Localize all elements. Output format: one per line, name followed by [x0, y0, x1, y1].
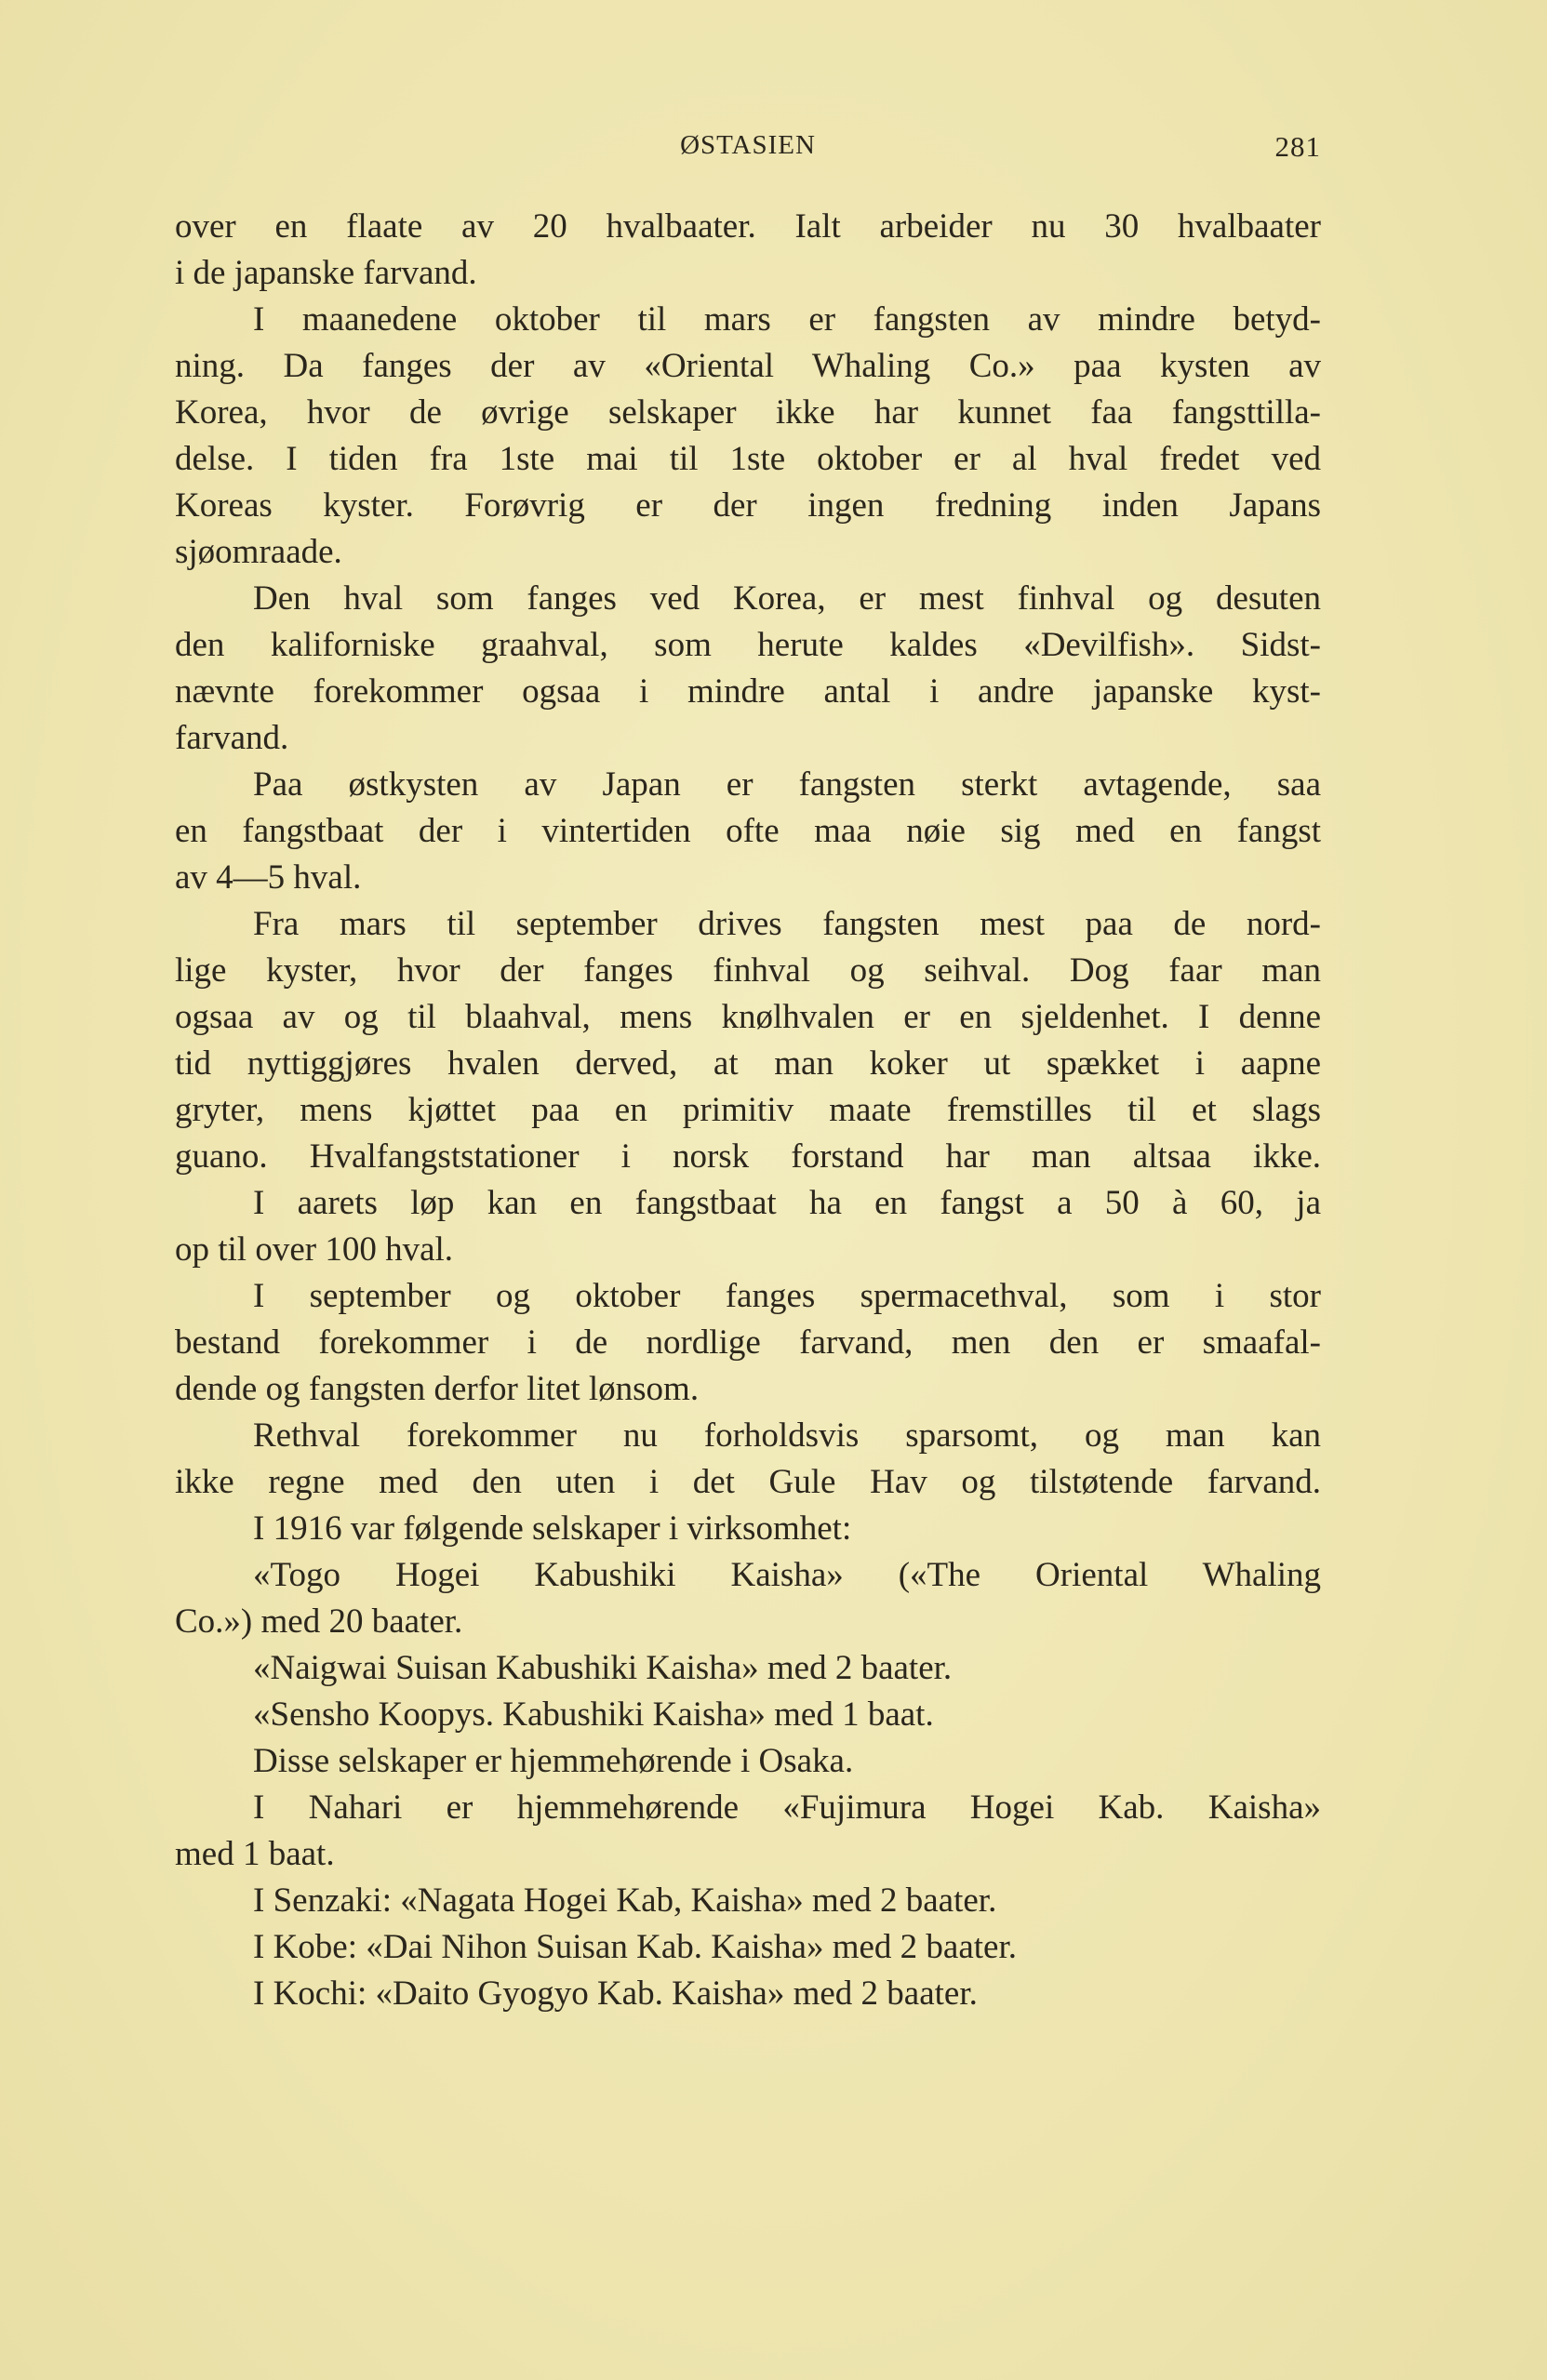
text-line: I Nahari er hjemmehørende «Fujimura Hogei Kab. Kaisha» [253, 1788, 1321, 1827]
text-line: I Kobe: «Dai Nihon Suisan Kab. Kaisha» med 2 baater. [253, 1928, 1018, 1966]
text-line: farvand. [175, 719, 289, 757]
text-line: «Sensho Koopys. Kabushiki Kaisha» med 1 baat. [253, 1695, 934, 1734]
text-line: Fra mars til september drives fangsten mest paa de nord- [253, 905, 1321, 943]
text-line: ogsaa av og til blaahval, mens knølhvalen er en sjeldenhet. I denne [175, 998, 1321, 1036]
text-line: Rethval forekommer nu forholdsvis sparsomt, og man kan [253, 1416, 1321, 1455]
running-title: ØSTASIEN [680, 130, 816, 160]
text-line: Korea, hvor de øvrige selskaper ikke har kunnet faa fangsttilla- [175, 393, 1321, 432]
running-head [175, 130, 1321, 177]
text-line: I aarets løp kan en fangstbaat ha en fangst a 50 à 60, ja [253, 1184, 1321, 1222]
text-line: bestand forekommer i de nordlige farvand, men den er smaafal- [175, 1323, 1321, 1362]
text-line: med 1 baat. [175, 1835, 335, 1873]
text-line: over en flaate av 20 hvalbaater. Ialt arbeider nu 30 hvalbaater [175, 207, 1321, 246]
body-text [175, 204, 1321, 2017]
text-line: I Kochi: «Daito Gyogyo Kab. Kaisha» med 2 baater. [253, 1974, 978, 2013]
text-line: delse. I tiden fra 1ste mai til 1ste oktober er al hval fredet ved [175, 440, 1321, 478]
text-line: av 4—5 hval. [175, 858, 362, 897]
text-line: «Naigwai Suisan Kabushiki Kaisha» med 2 baater. [253, 1649, 953, 1687]
text-line: I september og oktober fanges spermacethval, som i stor [253, 1277, 1321, 1315]
text-line: sjøomraade. [175, 533, 342, 571]
text-line: nævnte forekommer ogsaa i mindre antal i andre japanske kyst- [175, 672, 1321, 711]
text-line: I Senzaki: «Nagata Hogei Kab, Kaisha» med 2 baater. [253, 1881, 997, 1920]
text-line: Den hval som fanges ved Korea, er mest finhval og desuten [253, 579, 1321, 618]
text-line: en fangstbaat der i vintertiden ofte maa nøie sig med en fangst [175, 812, 1321, 850]
text-line: I 1916 var følgende selskaper i virksomhet: [253, 1509, 852, 1548]
text-line: Koreas kyster. Forøvrig er der ingen fredning inden Japans [175, 486, 1321, 525]
text-line: guano. Hvalfangststationer i norsk forstand har man altsaa ikke. [175, 1137, 1321, 1176]
text-line: tid nyttiggjøres hvalen derved, at man koker ut spækket i aapne [175, 1044, 1321, 1083]
text-line: I maanedene oktober til mars er fangsten av mindre betyd- [253, 300, 1321, 339]
text-line: Disse selskaper er hjemmehørende i Osaka. [253, 1742, 854, 1780]
text-line: dende og fangsten derfor litet lønsom. [175, 1370, 700, 1408]
text-line: Co.») med 20 baater. [175, 1602, 463, 1641]
text-line: ning. Da fanges der av «Oriental Whaling Co.» paa kysten av [175, 347, 1321, 385]
page-number: 281 [1274, 130, 1321, 163]
text-line: «Togo Hogei Kabushiki Kaisha» («The Oriental Whaling [253, 1556, 1321, 1594]
text-line: Paa østkysten av Japan er fangsten sterkt avtagende, saa [253, 765, 1321, 804]
text-line: ikke regne med den uten i det Gule Hav og tilstøtende farvand. [175, 1463, 1321, 1501]
text-line: den kaliforniske graahval, som herute kaldes «Devilfish». Sidst- [175, 626, 1321, 664]
text-line: lige kyster, hvor der fanges finhval og seihval. Dog faar man [175, 951, 1321, 990]
text-line: i de japanske farvand. [175, 254, 477, 292]
text-line: op til over 100 hval. [175, 1230, 454, 1269]
text-line: gryter, mens kjøttet paa en primitiv maate fremstilles til et slags [175, 1091, 1321, 1129]
